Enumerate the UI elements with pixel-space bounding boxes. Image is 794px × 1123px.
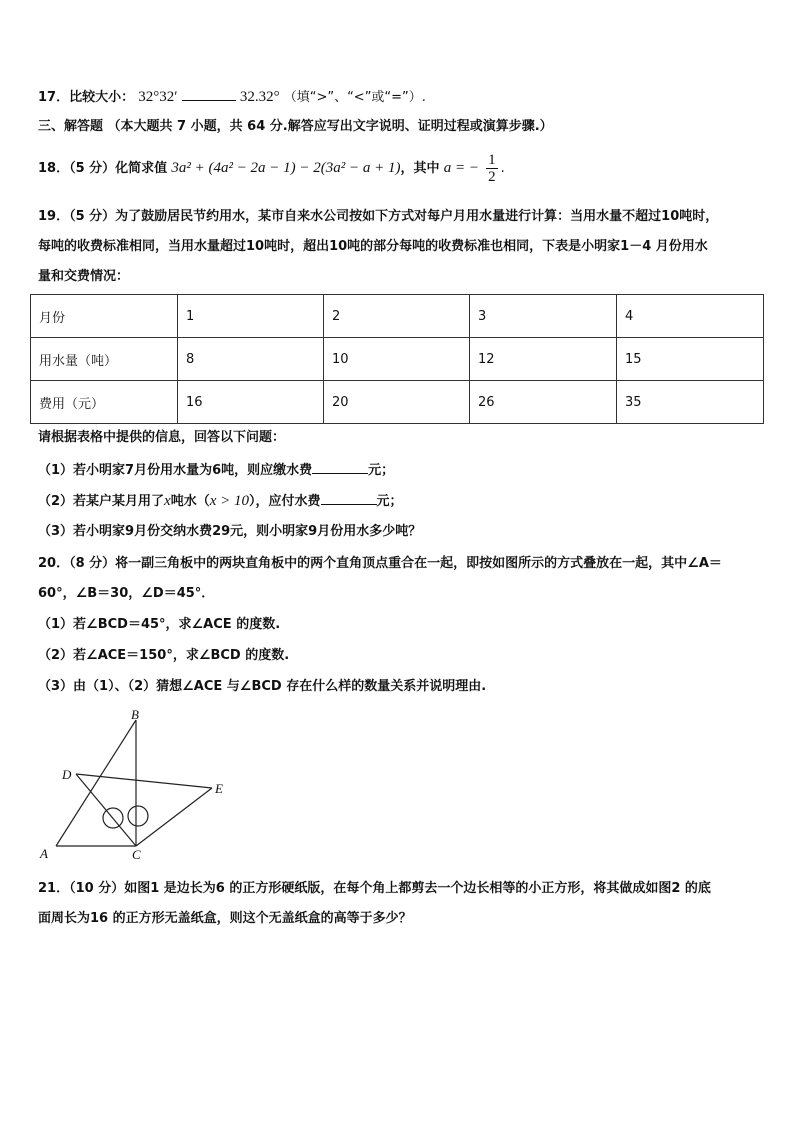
water-usage-table bbox=[30, 294, 764, 424]
label-A: A bbox=[40, 846, 48, 861]
table-header-cell: 费用（元） bbox=[31, 381, 178, 424]
question-20-sub-3: （3）由（1）、（2）猜想∠ACE 与∠BCD 存在什么样的数量关系并说明理由. bbox=[38, 679, 487, 694]
fraction: $\frac{1}{2}$ bbox=[488, 152, 496, 185]
label-B: B bbox=[131, 708, 139, 722]
expression: 3a² + (4a² − 2a − 1) − 2(3a² − a + 1) bbox=[171, 160, 401, 176]
table-cell: 35 bbox=[617, 381, 764, 424]
question-21-line-1: 21．（10 分）如图1 是边长为6 的正方形硬纸版，在每个角上都剪去一个边长相等的小正方形，将其做成如图2 的底 bbox=[38, 881, 711, 896]
label-C: C bbox=[132, 847, 141, 862]
compare-right-value: 32.32° bbox=[239, 89, 280, 105]
table-cell: 8 bbox=[178, 338, 324, 381]
variable-assignment: a = − bbox=[443, 160, 479, 176]
table-row bbox=[31, 295, 764, 338]
question-19-line-1: 19．（5 分）为了鼓励居民节约用水，某市自来水公司按如下方式对每户月用水量进行计算：当用水量不超过10吨时， bbox=[38, 209, 719, 224]
table-cell: 4 bbox=[617, 295, 764, 338]
fill-hint: （填“>”、“<”或“=”）. bbox=[283, 90, 426, 105]
question-19-sub-3: （3）若小明家9月份交纳水费29元，则小明家9月份用水多少吨？ bbox=[38, 524, 422, 539]
table-cell: 20 bbox=[324, 381, 470, 424]
table-row bbox=[31, 338, 764, 381]
question-number: 17． bbox=[38, 90, 70, 105]
table-header-cell: 月份 bbox=[31, 295, 178, 338]
table-cell: 3 bbox=[470, 295, 617, 338]
triangle-figure bbox=[36, 708, 236, 864]
question-20-sub-2: （2）若∠ACE＝150°，求∠BCD 的度数. bbox=[38, 648, 290, 663]
question-score: （5 分） bbox=[69, 161, 116, 176]
edge-DC bbox=[76, 774, 136, 846]
question-19-sub-1: （1）若小明家7月份用水量为6吨，则应缴水费 元； bbox=[38, 459, 394, 481]
table-cell: 16 bbox=[178, 381, 324, 424]
table-row bbox=[31, 381, 764, 424]
question-text: 比较大小： bbox=[69, 90, 135, 105]
table-header-cell: 用水量（吨） bbox=[31, 338, 178, 381]
question-21-line-2: 面周长为16 的正方形无盖纸盒，则这个无盖纸盒的高等于多少？ bbox=[38, 911, 412, 926]
question-20-sub-1: （1）若∠BCD＝45°，求∠ACE 的度数. bbox=[38, 617, 281, 632]
answer-blank bbox=[182, 86, 236, 101]
table-cell: 1 bbox=[178, 295, 324, 338]
question-text: 化简求值 bbox=[115, 161, 168, 176]
question-19-sub-2: （2）若某户某月用了x吨水（x > 10），应付水费 元； bbox=[38, 490, 403, 512]
question-score: （5 分） bbox=[69, 209, 116, 224]
compare-left-value: 32°32′ bbox=[138, 89, 178, 105]
label-D: D bbox=[62, 767, 72, 782]
answer-blank bbox=[321, 490, 377, 505]
question-19-line-3: 量和交费情况： bbox=[38, 269, 130, 284]
table-cell: 12 bbox=[470, 338, 617, 381]
edge-DE bbox=[76, 774, 212, 788]
table-cell: 15 bbox=[617, 338, 764, 381]
question-19-line-2: 每吨的收费标准相同，当用水量超过10吨时，超出10吨的部分每吨的收费标准也相同，下表是小明家1－4 月份用水 bbox=[38, 239, 708, 254]
question-20-line-2: 60°，∠B＝30，∠D＝45°． bbox=[38, 586, 215, 601]
question-number: 18． bbox=[38, 161, 70, 176]
question-number: 19． bbox=[38, 209, 70, 224]
answer-blank bbox=[312, 459, 368, 474]
section-title: 三、解答题 （本大题共 7 小题，共 64 分.解答应写出文字说明、证明过程或演算步骤.） bbox=[38, 119, 553, 134]
question-19-prompt: 请根据表格中提供的信息，回答以下问题： bbox=[38, 430, 286, 445]
label-E: E bbox=[215, 781, 223, 796]
edge-AB bbox=[56, 720, 136, 846]
table-cell: 26 bbox=[470, 381, 617, 424]
angle-arc-right bbox=[128, 806, 148, 826]
question-17 bbox=[38, 86, 426, 108]
question-20-line-1: 20．（8 分）将一副三角板中的两块直角板中的两个直角顶点重合在一起，即按如图所示的方式叠放在一起，其中∠A＝ bbox=[38, 556, 722, 571]
table-cell: 10 bbox=[324, 338, 470, 381]
table-cell: 2 bbox=[324, 295, 470, 338]
question-18: 18．（5 分）化简求值 3a² + (4a² − 2a − 1) − 2(3a² − a + 1)，其中 a = − $\frac{1}{2}$ . bbox=[38, 152, 505, 185]
